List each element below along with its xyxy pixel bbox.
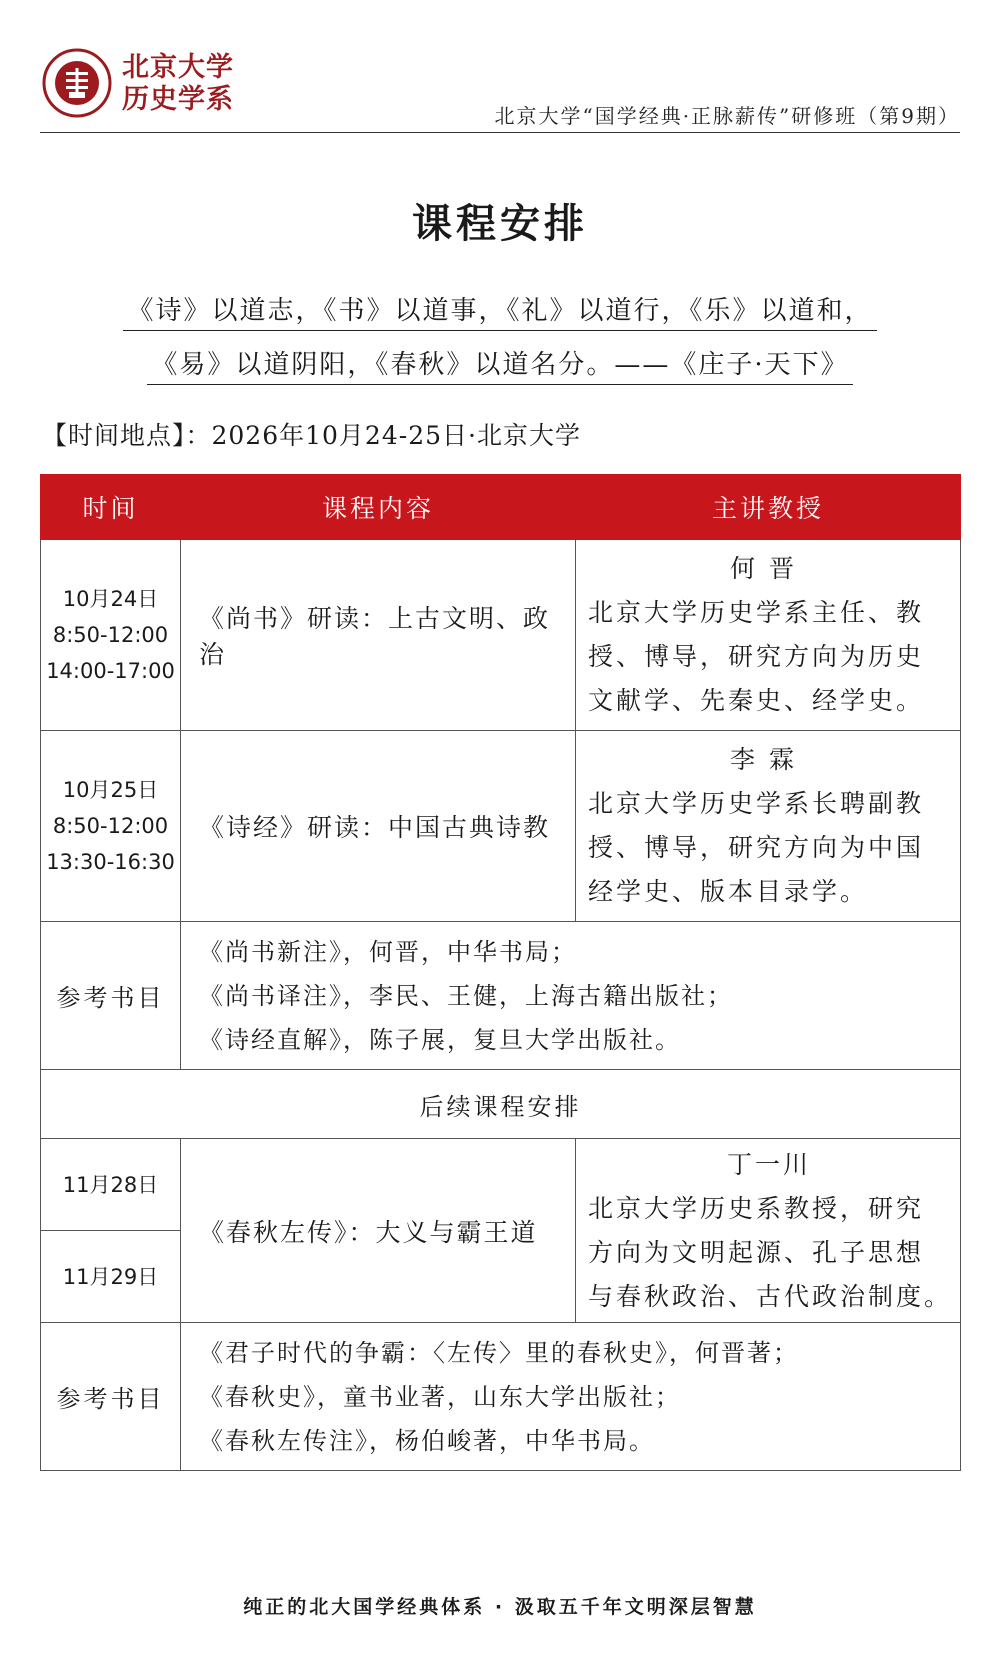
table-row	[41, 731, 961, 922]
professor-name: 丁一川	[726, 1149, 811, 1179]
professor-name: 李霖	[729, 745, 808, 774]
professor-bio-line: 北京大学历史系教授，研究	[588, 1193, 925, 1223]
table-row	[41, 1323, 961, 1471]
followup-course: 《春秋左传》：大义与霸王道	[181, 1139, 576, 1323]
professor-name: 何晋	[729, 554, 808, 583]
reference-label: 参考书目	[41, 922, 181, 1070]
reference-item: 《春秋史》，童书业著，山东大学出版社；	[199, 1382, 681, 1411]
session-time-2: 13:30-16:30	[46, 850, 175, 874]
session-time-2: 14:00-17:00	[46, 659, 175, 683]
dept-logo-text	[122, 52, 234, 116]
session-date: 10月25日	[62, 778, 159, 802]
header-professor: 主讲教授	[576, 475, 961, 540]
professor-bio-line: 方向为文明起源、孔子思想	[588, 1237, 925, 1267]
session-time-1: 8:50-12:00	[52, 814, 169, 838]
reference-item: 《尚书新注》，何晋，中华书局；	[199, 937, 577, 966]
logo-line-1: 北京大学	[122, 52, 234, 83]
professor-bio-line: 与春秋政治、古代政治制度。	[588, 1281, 953, 1311]
professor-bio-line: 经学史、版本目录学。	[588, 877, 869, 906]
table-row	[41, 922, 961, 1070]
table-row	[41, 540, 961, 731]
followup-professor	[576, 1139, 961, 1323]
professor-bio-line: 北京大学历史学系主任、教	[588, 598, 925, 627]
page-header	[40, 40, 960, 133]
header-time: 时间	[41, 475, 181, 540]
session-professor	[576, 731, 961, 922]
session-time	[41, 731, 181, 922]
logo-line-2: 历史学系	[122, 84, 234, 115]
quote-line-1: 《诗》以道志，《书》以道事，《礼》以道行，《乐》以道和，	[0, 290, 1000, 327]
followup-date-2: 11月29日	[41, 1231, 181, 1323]
program-title: 北京大学“国学经典·正脉薪传”研修班（第9期）	[494, 104, 960, 128]
followup-date-1: 11月28日	[41, 1139, 181, 1231]
reference-item: 《春秋左传注》，杨伯峻著，中华书局。	[199, 1426, 655, 1455]
time-location: 【时间地点】：2026年10月24-25日·北京大学	[42, 421, 581, 450]
reference-item: 《尚书译注》，李民、王健，上海古籍出版社；	[199, 981, 733, 1010]
table-header-row	[41, 475, 961, 540]
table-row	[41, 1139, 961, 1231]
table-row	[41, 1070, 961, 1139]
dept-seal-icon	[42, 48, 112, 118]
session-course: 《诗经》研读：中国古典诗教	[181, 731, 576, 922]
professor-bio-line: 北京大学历史学系长聘副教	[588, 789, 925, 818]
professor-bio-line: 授、博导，研究方向为中国	[588, 833, 925, 862]
page-title: 课程安排	[412, 201, 588, 247]
session-time-1: 8:50-12:00	[52, 623, 169, 647]
followup-title: 后续课程安排	[41, 1070, 961, 1139]
session-date: 10月24日	[62, 587, 159, 611]
session-time	[41, 540, 181, 731]
reference-item: 《君子时代的争霸：〈左传〉里的春秋史》，何晋著；	[199, 1338, 799, 1367]
reference-list	[181, 922, 961, 1070]
session-professor	[576, 540, 961, 731]
footer-slogan: 纯正的北大国学经典体系 · 汲取五千年文明深层智慧	[243, 1596, 757, 1618]
schedule-table	[40, 474, 961, 1471]
reference-label: 参考书目	[41, 1323, 181, 1471]
professor-bio-line: 授、博导，研究方向为历史	[588, 642, 925, 671]
quote-line-2: 《易》以道阴阳，《春秋》以道名分。——《庄子·天下》	[0, 344, 1000, 381]
professor-bio-line: 文献学、先秦史、经学史。	[588, 686, 925, 715]
session-course: 《尚书》研读：上古文明、政治	[181, 540, 576, 731]
reference-item: 《诗经直解》，陈子展，复旦大学出版社。	[199, 1025, 681, 1054]
reference-list	[181, 1323, 961, 1471]
header-course: 课程内容	[181, 475, 576, 540]
